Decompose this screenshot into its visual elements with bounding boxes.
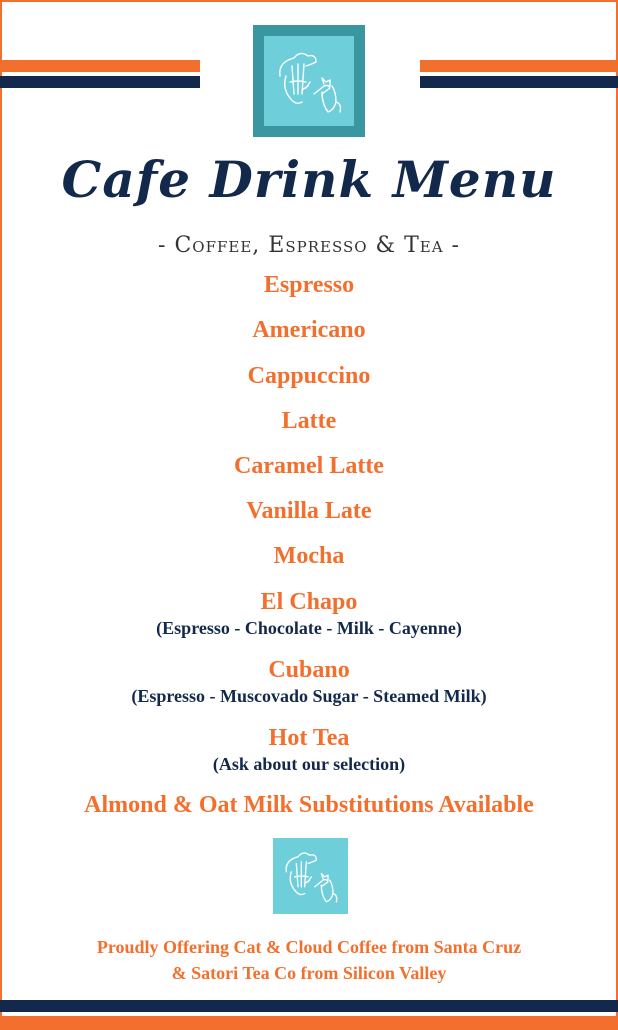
drink-description-hot-tea: (Ask about our selection) xyxy=(212,754,406,774)
drink-item-latte: Latte xyxy=(281,408,337,434)
top-left-navy-stripe xyxy=(0,76,200,88)
top-right-orange-stripe xyxy=(420,60,618,72)
footer-line-2: & Satori Tea Co from Silicon Valley xyxy=(171,963,447,983)
drink-item-vanilla-late: Vanilla Late xyxy=(246,498,372,524)
menu-subtitle: - Coffee, Espresso & Tea - xyxy=(158,233,460,258)
bottom-navy-stripe xyxy=(0,1000,618,1012)
drink-item-cappuccino: Cappuccino xyxy=(247,363,371,389)
top-right-navy-stripe xyxy=(420,76,618,88)
top-left-orange-stripe xyxy=(0,60,200,72)
drink-item-hot-tea: Hot Tea xyxy=(268,725,350,751)
footer-line-1: Proudly Offering Cat & Cloud Coffee from Santa Cruz xyxy=(96,937,522,957)
cafe-logo-small xyxy=(273,838,348,914)
drink-description-cubano: (Espresso - Muscovado Sugar - Steamed Milk) xyxy=(131,686,487,706)
drink-item-el-chapo: El Chapo xyxy=(260,589,358,615)
drink-item-cubano: Cubano xyxy=(268,657,350,683)
cat-and-cloud-logo-icon xyxy=(264,36,354,126)
drink-item-mocha: Mocha xyxy=(273,543,345,569)
milk-substitution-note: Almond & Oat Milk Substitutions Available xyxy=(84,792,534,818)
drink-item-espresso: Espresso xyxy=(263,272,355,298)
drink-item-americano: Americano xyxy=(252,317,366,343)
cat-and-cloud-logo-icon xyxy=(273,838,348,914)
drink-description-el-chapo: (Espresso - Chocolate - Milk - Cayenne) xyxy=(156,618,462,638)
drink-item-caramel-latte: Caramel Latte xyxy=(234,453,384,479)
cafe-logo xyxy=(253,25,365,137)
bottom-orange-stripe xyxy=(0,1016,618,1028)
menu-title: Cafe Drink Menu xyxy=(61,150,557,209)
